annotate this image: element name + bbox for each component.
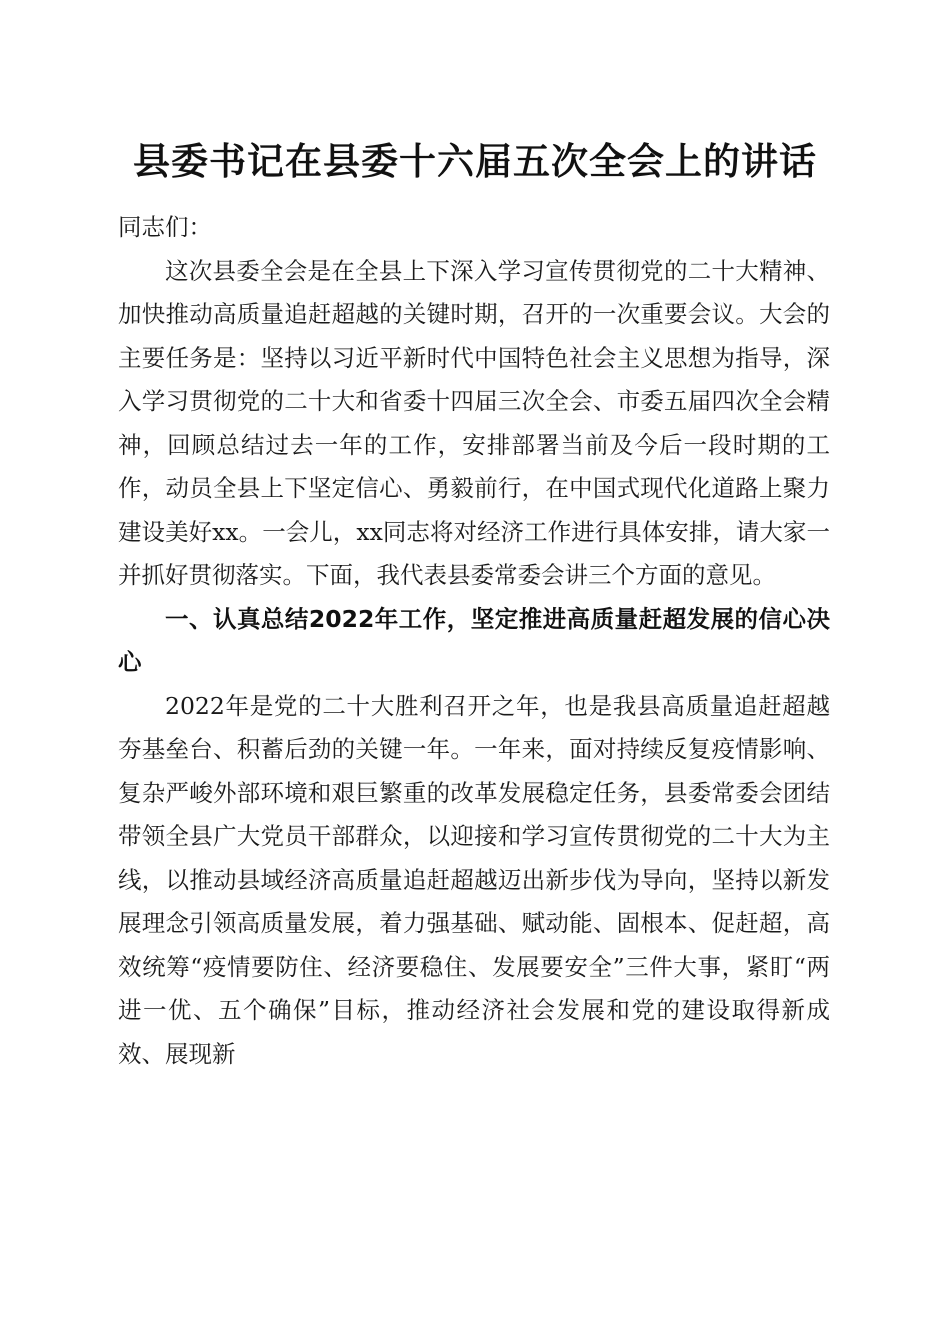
section-paragraph: 2022年是党的二十大胜利召开之年，也是我县高质量追赶超越夯基垒台、积蓄后劲的关键一年。一年来，面对持续反复疫情影响、复杂严峻外部环境和艰巨繁重的改革发展稳定任务，县委常委会团结带领全县广大党员干部群众，以迎接和学习宣传贯彻党的二十大为主线，以推动县域经济高质量追赶超越迈出新步伐为导向，坚持以新发展理念引领高质量发展，着力强基础、赋动能、固根本、促赶超，高效统筹“疫情要防住、经济要稳住、发展要安全”三件大事，紧盯“两进一优、五个确保”目标，推动经济社会发展和党的建设取得新成效、展现新	[118, 691, 830, 1068]
salutation: 同志们：	[118, 213, 212, 241]
section-heading: 一、认真总结2022年工作，坚定推进高质量赶超发展的信心决心	[118, 604, 830, 676]
intro-paragraph: 这次县委全会是在全县上下深入学习宣传贯彻党的二十大精神、加快推动高质量追赶超越的关键时期，召开的一次重要会议。大会的主要任务是：坚持以习近平新时代中国特色社会主义思想为指导，深入学习贯彻党的二十大和省委十四届三次全会、市委五届四次全会精神，回顾总结过去一年的工作，安排部署当前及今后一段时期的工作，动员全县上下坚定信心、勇毅前行，在中国式现代化道路上聚力建设美好xx。一会儿，xx同志将对经济工作进行具体安排，请大家一并抓好贯彻落实。下面，我代表县委常委会讲三个方面的意见。	[118, 256, 830, 589]
document-title: 县委书记在县委十六届五次全会上的讲话	[133, 139, 817, 183]
document-body	[118, 206, 830, 1076]
